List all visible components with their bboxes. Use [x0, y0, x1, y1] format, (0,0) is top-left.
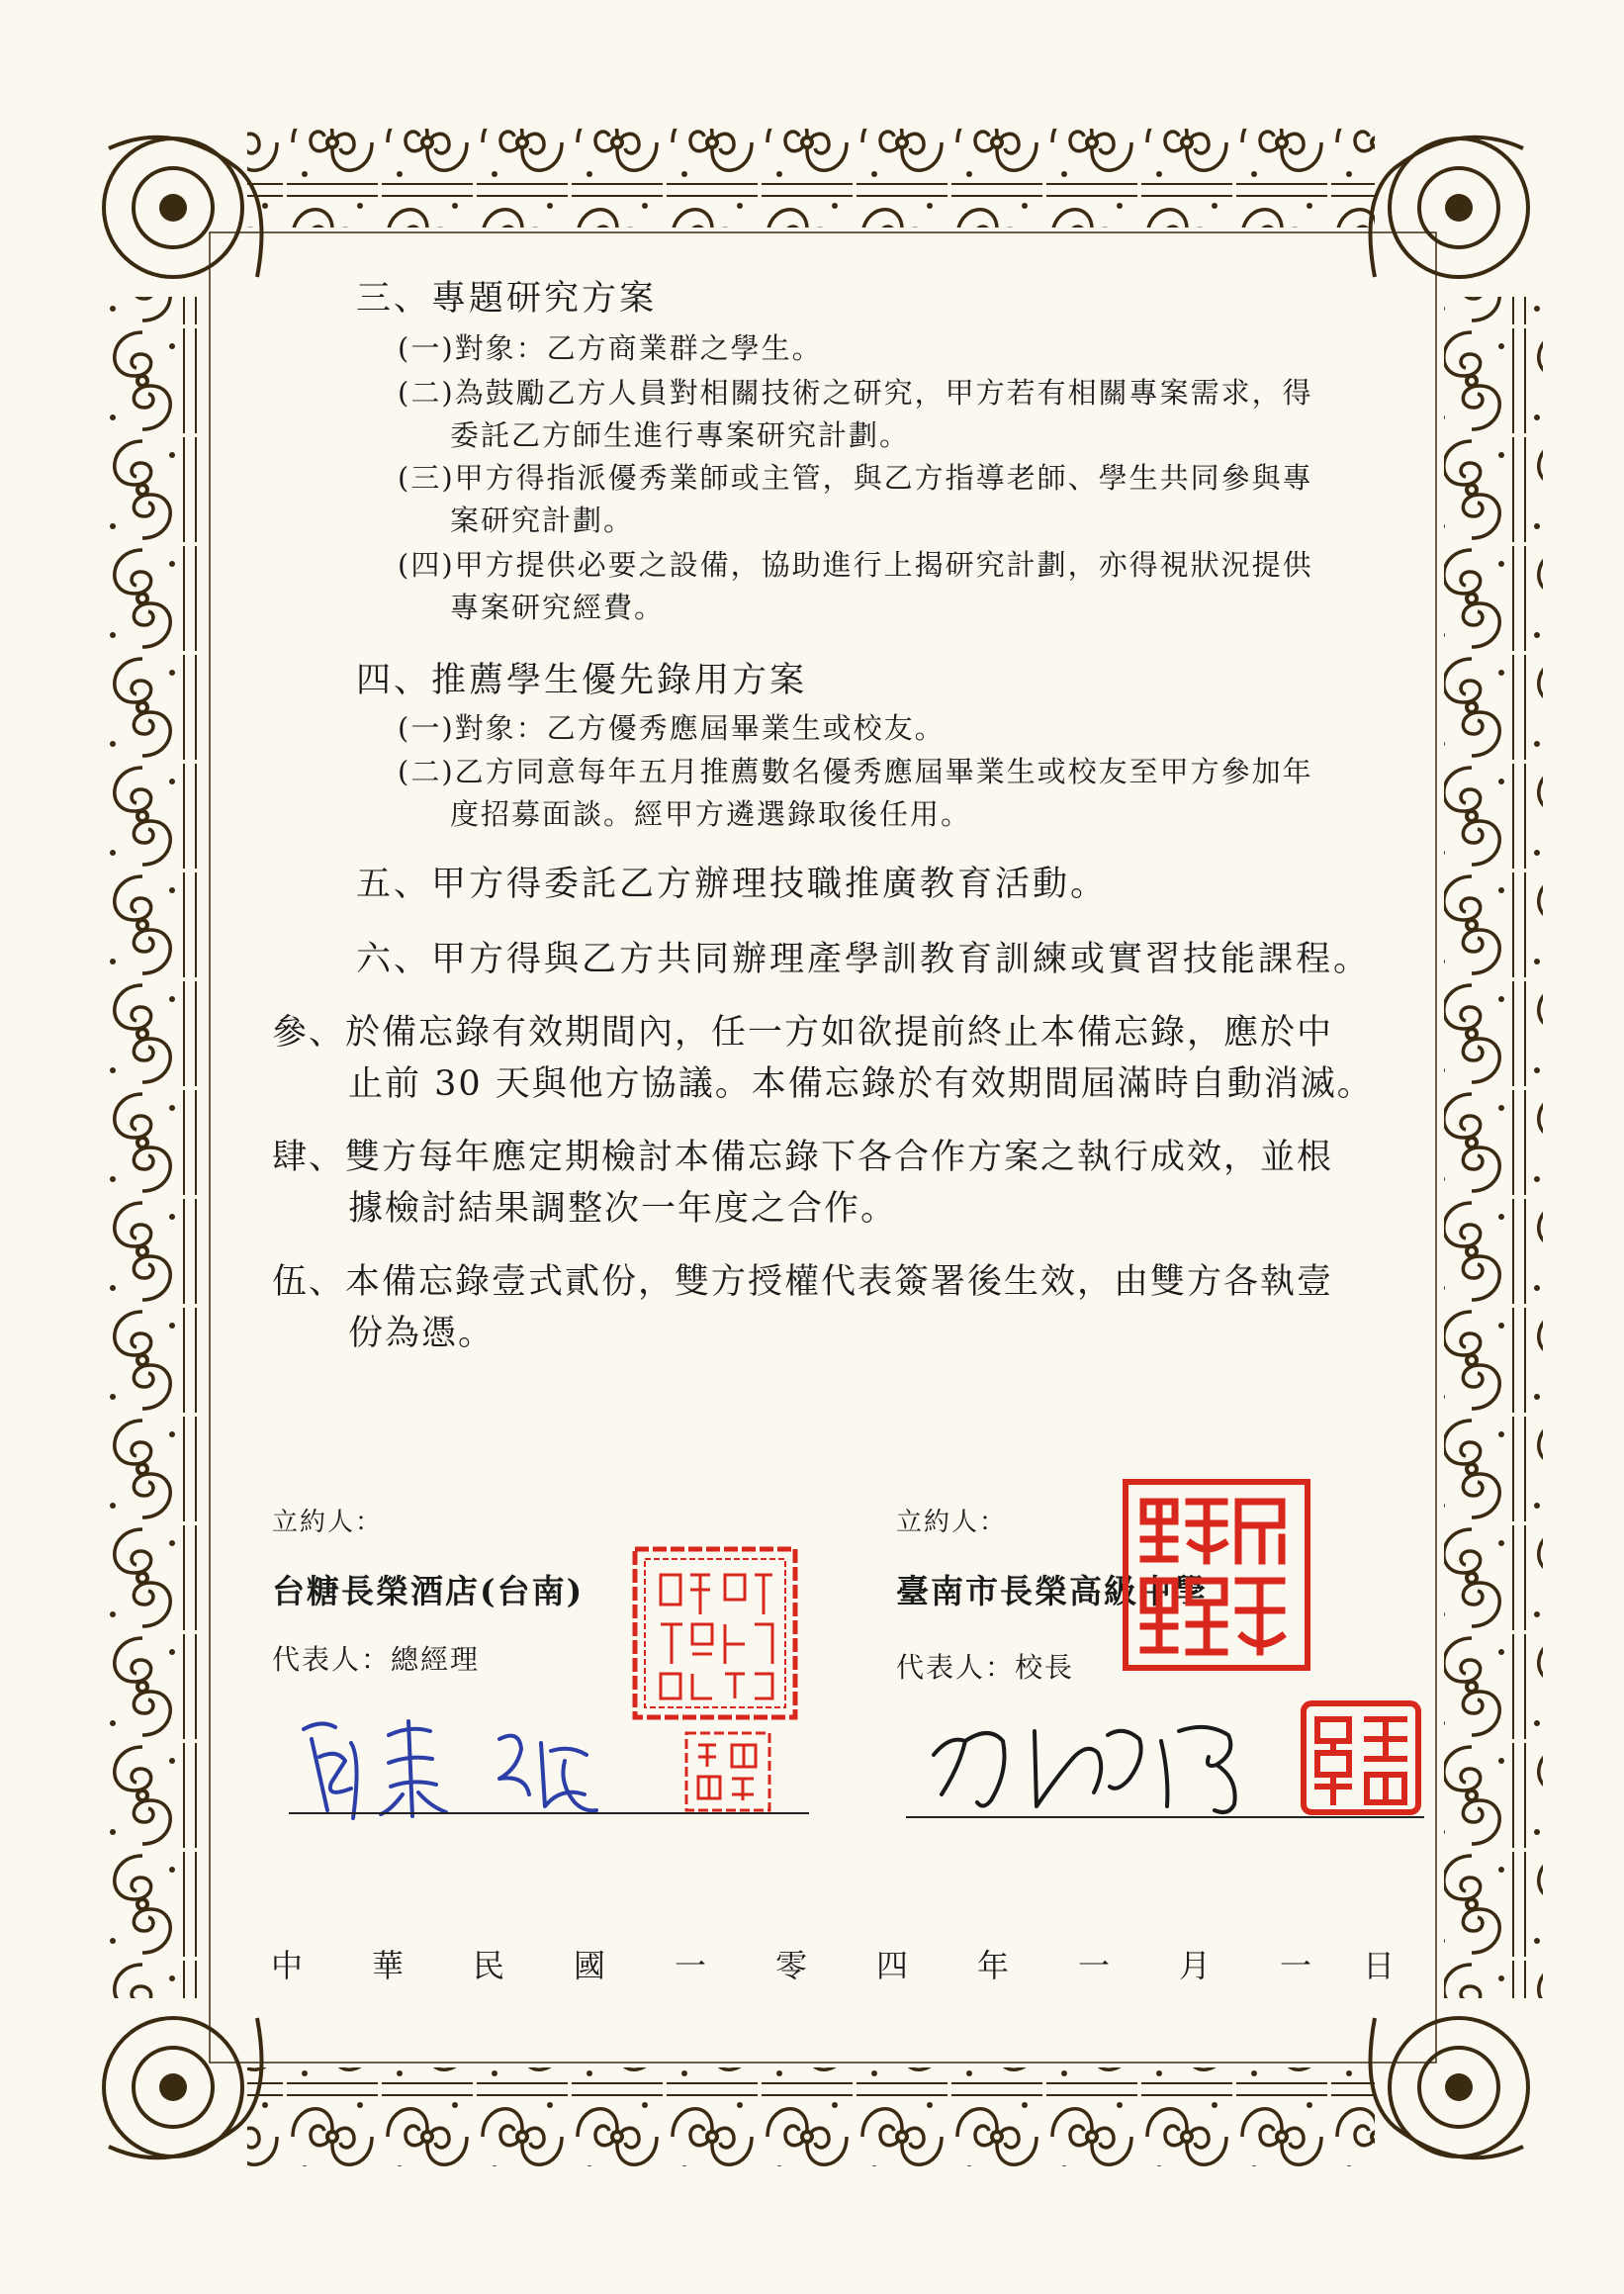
date-char: 年	[977, 1947, 1010, 1984]
party-b-personal-seal	[1300, 1699, 1422, 1816]
article-3-line-1: 參、於備忘錄有效期間內，任一方如欲提前終止本備忘錄，應於中	[272, 1013, 1334, 1053]
date-char: 國	[574, 1947, 606, 1984]
article-3-line-2: 止前 30 天與他方協議。本備忘錄於有效期間屆滿時自動消滅。	[348, 1064, 1374, 1104]
party-b-signature	[920, 1696, 1276, 1824]
date-char: 月	[1179, 1947, 1212, 1984]
section-4-item-2-line-2: 度招募面談。經甲方遴選錄取後任用。	[450, 797, 972, 831]
party-b-representative: 代表人：校長	[896, 1651, 1075, 1684]
party-a-personal-seal	[682, 1729, 773, 1814]
section-3-item-4-line-2: 專案研究經費。	[450, 591, 666, 624]
section-3-title: 三、專題研究方案	[356, 279, 658, 319]
date-char: 中	[271, 1947, 304, 1984]
party-b-name: 臺南市長榮高級中學	[896, 1572, 1208, 1610]
article-5-line-2: 份為憑。	[348, 1314, 496, 1353]
party-a-signature-line	[289, 1812, 809, 1814]
party-a-label: 立約人：	[272, 1508, 384, 1537]
party-a-representative: 代表人：總經理	[272, 1643, 481, 1676]
section-3-item-3-line-1: (三)甲方得指派優秀業師或主管，與乙方指導老師、學生共同參與專	[398, 461, 1313, 495]
party-a-name: 台糖長榮酒店(台南)	[272, 1572, 585, 1610]
section-3-item-1: (一)對象：乙方商業群之學生。	[398, 331, 823, 365]
party-b-school-seal	[1122, 1478, 1311, 1672]
date-char: 民	[473, 1947, 505, 1984]
section-4-item-2-line-1: (二)乙方同意每年五月推薦數名優秀應屆畢業生或校友至甲方參加年	[398, 755, 1313, 788]
date-char: 零	[775, 1947, 808, 1984]
date-char: 一	[1078, 1947, 1111, 1984]
party-a-signature	[292, 1699, 608, 1828]
section-4-title: 四、推薦學生優先錄用方案	[356, 661, 808, 700]
date-char: 四	[876, 1947, 909, 1984]
section-4-item-1: (一)對象：乙方優秀應屆畢業生或校友。	[398, 711, 946, 745]
party-b-label: 立約人：	[896, 1508, 1008, 1537]
section-3-item-2-line-2: 委託乙方師生進行專案研究計劃。	[450, 418, 911, 452]
section-3-item-3-line-2: 案研究計劃。	[450, 504, 635, 537]
date-char: 一	[1280, 1947, 1312, 1984]
date-char: 華	[372, 1947, 405, 1984]
section-3-item-2-line-1: (二)為鼓勵乙方人員對相關技術之研究，甲方若有相關專案需求，得	[398, 376, 1313, 410]
party-b-signature-line	[906, 1816, 1424, 1818]
section-5: 五、甲方得委託乙方辦理技職推廣教育活動。	[356, 865, 1109, 904]
article-5-line-1: 伍、本備忘錄壹式貳份，雙方授權代表簽署後生效，由雙方各執壹	[272, 1262, 1334, 1302]
party-a-company-seal	[631, 1545, 799, 1721]
section-6: 六、甲方得與乙方共同辦理產學訓教育訓練或實習技能課程。	[356, 940, 1372, 979]
article-4-line-1: 肆、雙方每年應定期檢討本備忘錄下各合作方案之執行成效，並根	[272, 1138, 1334, 1177]
date-char: 日	[1363, 1947, 1396, 1984]
section-3-item-4-line-1: (四)甲方提供必要之設備，協助進行上揭研究計劃，亦得視狀況提供	[398, 548, 1313, 582]
date-char: 一	[675, 1947, 707, 1984]
article-4-line-2: 據檢討結果調整次一年度之合作。	[348, 1189, 898, 1229]
